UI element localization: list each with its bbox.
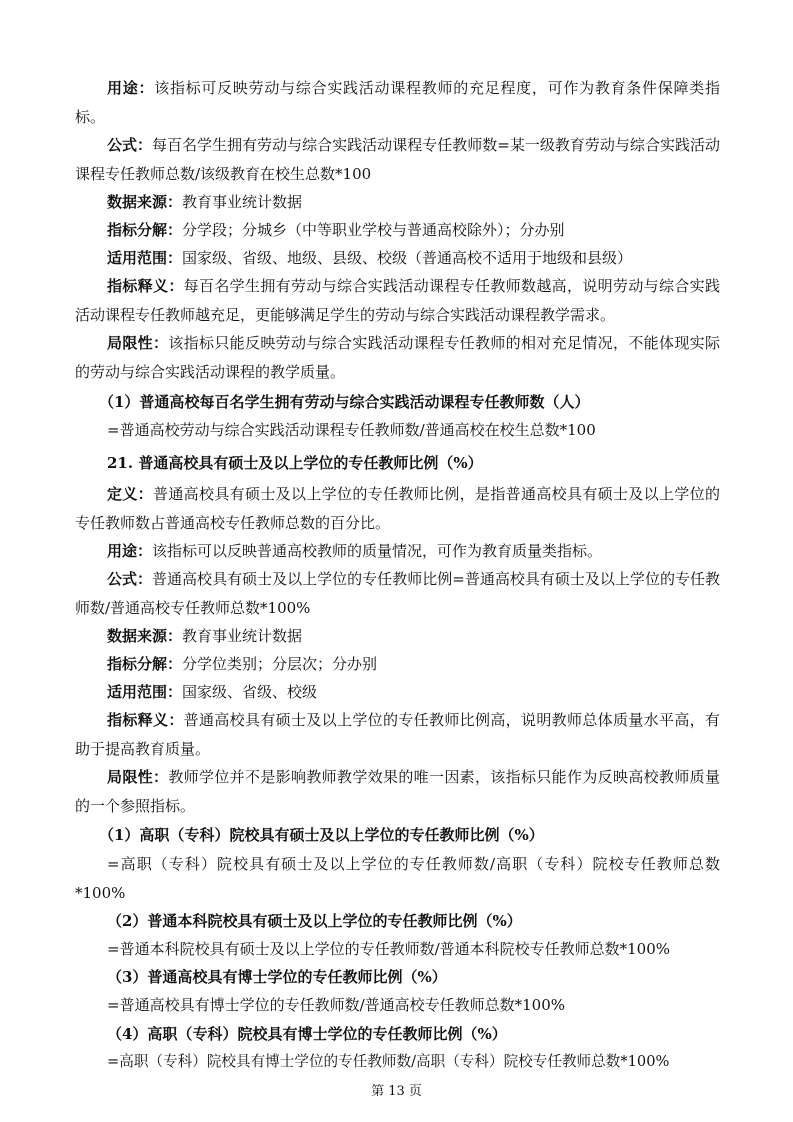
sub-heading: （4）高职（专科）院校具有博士学位的专任教师比例（%） bbox=[107, 1025, 507, 1043]
formula-text: 每百名学生拥有劳动与综合实践活动课程专任教师数=某一级教育劳动与综合实践活动课程专任教师总数/该级教育在校生总数*100 bbox=[75, 136, 720, 183]
limitation-paragraph bbox=[75, 329, 720, 386]
interpretation-paragraph bbox=[75, 706, 720, 763]
sub-formula: =普通高校劳动与综合实践活动课程专任教师数/普通高校在校生总数*100 bbox=[107, 421, 596, 439]
sub-formula: =高职（专科）院校具有博士学位的专任教师数/高职（专科）院校专任教师总数*100% bbox=[107, 1053, 670, 1070]
limitation-label: 局限性： bbox=[107, 768, 169, 786]
formula-paragraph bbox=[75, 131, 720, 188]
formula-label: 公式： bbox=[107, 570, 153, 588]
interpretation-label: 指标释义： bbox=[107, 277, 184, 295]
interpretation-text: 每百名学生拥有劳动与综合实践活动课程专任教师数越高，说明劳动与综合实践活动课程专任教师越充足，更能够满足学生的劳动与综合实践活动课程教学需求。 bbox=[75, 277, 720, 324]
definition-paragraph bbox=[75, 480, 720, 537]
formula-text: 普通高校具有硕士及以上学位的专任教师比例=普通高校具有硕士及以上学位的专任教师数/普通高校专任教师总数*100% bbox=[75, 570, 720, 617]
sub-heading: （2）普通本科院校具有硕士及以上学位的专任教师比例（%） bbox=[107, 912, 522, 930]
scope-text: 国家级、省级、校级 bbox=[182, 683, 318, 701]
breakdown-label: 指标分解： bbox=[107, 655, 183, 673]
sub-heading: （1）高职（专科）院校具有硕士及以上学位的专任教师比例（%） bbox=[99, 826, 544, 844]
interpretation-label: 指标释义： bbox=[107, 711, 184, 729]
use-text: 该指标可反映劳动与综合实践活动课程教师的充足程度，可作为教育条件保障类指标。 bbox=[75, 79, 720, 126]
sub-heading: （1）普通高校每百名学生拥有劳动与综合实践活动课程专任教师数（人） bbox=[99, 393, 590, 411]
use-paragraph bbox=[75, 537, 720, 566]
scope-label: 适用范围： bbox=[107, 683, 183, 701]
limitation-label: 局限性： bbox=[107, 334, 169, 352]
formula-label: 公式： bbox=[107, 136, 153, 154]
source-label: 数据来源： bbox=[107, 193, 183, 211]
sub-heading: （3）普通高校具有博士学位的专任教师比例（%） bbox=[107, 968, 447, 986]
page-number: 第 13 页 bbox=[371, 1084, 422, 1099]
breakdown-text: 分学位类别；分层次；分办别 bbox=[182, 655, 378, 673]
sub-formula: =普通高校具有博士学位的专任教师数/普通高校专任教师总数*100% bbox=[107, 996, 566, 1014]
limitation-text: 该指标只能反映劳动与综合实践活动课程专任教师的相对充足情况，不能体现实际的劳动与综合实践活动课程的教学质量。 bbox=[75, 334, 720, 381]
source-paragraph bbox=[75, 622, 720, 651]
limitation-text: 教师学位并不是影响教师教学效果的唯一因素，该指标只能作为反映高校教师质量的一个参照指标。 bbox=[75, 768, 720, 815]
breakdown-text: 分学段；分城乡（中等职业学校与普通高校除外）；分办别 bbox=[182, 221, 565, 239]
source-paragraph bbox=[75, 188, 720, 217]
breakdown-paragraph bbox=[75, 650, 720, 679]
source-label: 数据来源： bbox=[107, 627, 183, 645]
use-paragraph bbox=[75, 74, 720, 131]
scope-text: 国家级、省级、地级、县级、校级（普通高校不适用于地级和县级） bbox=[182, 249, 633, 267]
interpretation-text: 普通高校具有硕士及以上学位的专任教师比例高，说明教师总体质量水平高，有助于提高教育质量。 bbox=[75, 711, 720, 758]
section-heading: 21. 普通高校具有硕士及以上学位的专任教师比例（%） bbox=[107, 454, 483, 472]
breakdown-paragraph bbox=[75, 216, 720, 245]
sub-formula: =普通本科院校具有硕士及以上学位的专任教师数/普通本科院校专任教师总数*100% bbox=[107, 940, 671, 958]
sub-formula: =高职（专科）院校具有硕士及以上学位的专任教师数/高职（专科）院校专任教师总数*100% bbox=[75, 855, 720, 902]
source-text: 教育事业统计数据 bbox=[182, 627, 303, 645]
breakdown-label: 指标分解： bbox=[107, 221, 183, 239]
scope-paragraph bbox=[75, 678, 720, 707]
use-label: 用途： bbox=[107, 542, 153, 560]
limitation-paragraph bbox=[75, 763, 720, 820]
use-text: 该指标可以反映普通高校教师的质量情况，可作为教育质量类指标。 bbox=[152, 542, 603, 560]
scope-label: 适用范围： bbox=[107, 249, 183, 267]
scope-paragraph bbox=[75, 244, 720, 273]
interpretation-paragraph bbox=[75, 272, 720, 329]
definition-label: 定义： bbox=[107, 485, 153, 503]
definition-text: 普通高校具有硕士及以上学位的专任教师比例，是指普通高校具有硕士及以上学位的专任教师数占普通高校专任教师总数的百分比。 bbox=[75, 485, 720, 532]
use-label: 用途： bbox=[107, 79, 155, 97]
formula-paragraph bbox=[75, 565, 720, 622]
source-text: 教育事业统计数据 bbox=[182, 193, 303, 211]
